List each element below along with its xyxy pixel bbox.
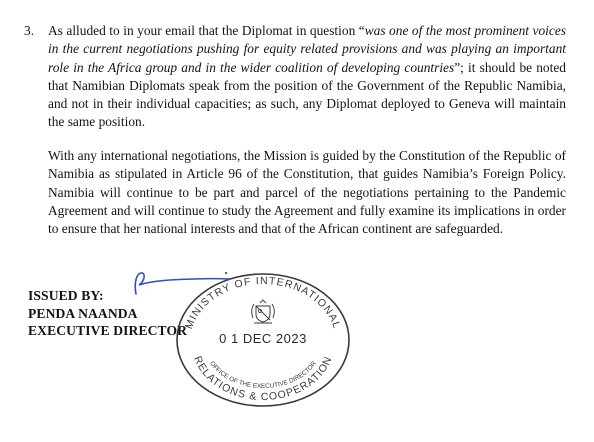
signatory-name: PENDA NAANDA	[28, 305, 138, 321]
paragraph-3-quote: was one of the most prominent voices in the current negotiations pushing for equity related provisions and was playing an important role in the Africa group and in the wider coalition of developing countries	[48, 23, 566, 75]
handwritten-signature	[126, 268, 236, 304]
paragraph-constitution: With any international negotiations, the Mission is guided by the Constitution of the Republic of Namibia as stipulated in Article 96 of the Constitution, that guides Namibia’s Foreign Policy. Namibia will continue to be part and parcel of the negotiations pertaining to the Pandemic Agreement and will continue to study the Agreement and fully examine its implications in order to ensure that her national interests and that of the African continent are safeguarded.	[48, 148, 566, 237]
signatory-title: EXECUTIVE DIRECTOR	[28, 323, 188, 339]
stamp-top-arc-text: MINISTRY OF INTERNATIONAL	[183, 274, 343, 331]
stamp-date: 0 1 DEC 2023	[219, 331, 307, 346]
stamp-inner-arc-text: OFFICE OF THE EXECUTIVE DIRECTOR	[208, 360, 318, 391]
paragraph-3	[48, 22, 566, 132]
issued-by-label: ISSUED BY:	[28, 288, 104, 303]
item-number: 3.	[24, 23, 35, 38]
paragraph-3-tail: ”; it should be noted that Namibian Diplomats speak from the position of the Government of the Republic Namibia, and not in their individual capacities; as such, any Diplomat deployed to Geneva will maintain the same position.	[48, 59, 566, 130]
coat-of-arms-icon	[252, 300, 275, 323]
paragraph-3-lead: As alluded to in your email that the Diplomat in question “	[48, 23, 365, 38]
stamp-bottom-arc-text: RELATIONS & COOPERATION	[191, 354, 335, 404]
